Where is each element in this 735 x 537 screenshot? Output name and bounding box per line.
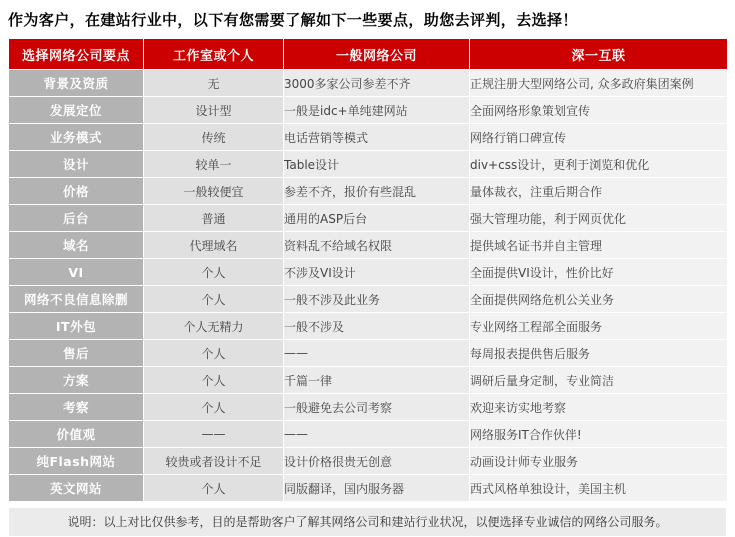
table-row (9, 394, 728, 421)
cell-general: 设计价格很贵无创意 (284, 448, 470, 475)
table-note: 说明：以上对比仅供参考，目的是帮助客户了解其网络公司和建站行业状况，以便选择专业诚信的网络公司服务。 (8, 507, 727, 537)
cell-general: 一般不涉及 (284, 313, 470, 340)
row-label: 售后 (9, 340, 144, 367)
cell-general: 一般不涉及此业务 (284, 286, 470, 313)
cell-studio: 个人 (144, 340, 284, 367)
cell-general: Table设计 (284, 151, 470, 178)
cell-general: 千篇一律 (284, 367, 470, 394)
row-label: 域名 (9, 232, 144, 259)
cell-shenyi: 欢迎来访实地考察 (470, 394, 728, 421)
cell-general: 3000多家公司参差不齐 (284, 70, 470, 97)
cell-studio: 个人 (144, 286, 284, 313)
row-label: 纯Flash网站 (9, 448, 144, 475)
cell-studio: 个人 (144, 394, 284, 421)
row-label: 背景及资质 (9, 70, 144, 97)
cell-general: —— (284, 421, 470, 448)
page-title: 作为客户，在建站行业中，以下有您需要了解如下一些要点，助您去评判，去选择！ (8, 11, 578, 29)
cell-shenyi: 每周报表提供售后服务 (470, 340, 728, 367)
cell-shenyi: 全面提供VI设计，性价比好 (470, 259, 728, 286)
cell-studio: 代理域名 (144, 232, 284, 259)
cell-studio: 个人无精力 (144, 313, 284, 340)
table-row (9, 313, 728, 340)
table-row (9, 178, 728, 205)
cell-general: 通用的ASP后台 (284, 205, 470, 232)
cell-studio: 个人 (144, 367, 284, 394)
table-row (9, 205, 728, 232)
cell-studio: —— (144, 421, 284, 448)
cell-general: 同版翻译，国内服务器 (284, 475, 470, 502)
row-label: 方案 (9, 367, 144, 394)
cell-general: 一般是idc+单纯建网站 (284, 97, 470, 124)
table-row (9, 448, 728, 475)
row-label: 英文网站 (9, 475, 144, 502)
column-header-studio: 工作室或个人 (144, 39, 284, 70)
comparison-table (8, 38, 728, 502)
row-label: 网络不良信息除删 (9, 286, 144, 313)
table-row (9, 340, 728, 367)
table-row (9, 475, 728, 502)
cell-shenyi: 量体裁衣，注重后期合作 (470, 178, 728, 205)
cell-general: 参差不齐，报价有些混乱 (284, 178, 470, 205)
cell-general: 电话营销等模式 (284, 124, 470, 151)
cell-general: 不涉及VI设计 (284, 259, 470, 286)
table-row (9, 367, 728, 394)
row-label: 后台 (9, 205, 144, 232)
row-label: 价格 (9, 178, 144, 205)
table-row (9, 70, 728, 97)
cell-studio: 个人 (144, 475, 284, 502)
row-label: 考察 (9, 394, 144, 421)
cell-shenyi: 强大管理功能，利于网页优化 (470, 205, 728, 232)
table-row (9, 124, 728, 151)
row-label: 价值观 (9, 421, 144, 448)
table-header (9, 39, 728, 70)
table-row (9, 286, 728, 313)
cell-shenyi: 网络服务IT合作伙伴! (470, 421, 728, 448)
row-label: IT外包 (9, 313, 144, 340)
cell-general: 一般避免去公司考察 (284, 394, 470, 421)
cell-studio: 一般较便宜 (144, 178, 284, 205)
column-header-general: 一般网络公司 (284, 39, 470, 70)
cell-studio: 较单一 (144, 151, 284, 178)
cell-studio: 个人 (144, 259, 284, 286)
row-label: VI (9, 259, 144, 286)
row-label: 发展定位 (9, 97, 144, 124)
column-header-shenyi: 深一互联 (470, 39, 728, 70)
cell-studio: 传统 (144, 124, 284, 151)
table-header-row (9, 39, 728, 70)
cell-shenyi: 全面网络形象策划宣传 (470, 97, 728, 124)
cell-shenyi: 动画设计师专业服务 (470, 448, 728, 475)
cell-studio: 较贵或者设计不足 (144, 448, 284, 475)
cell-studio: 普通 (144, 205, 284, 232)
table-row (9, 421, 728, 448)
table-row (9, 97, 728, 124)
table-row (9, 151, 728, 178)
table-row (9, 259, 728, 286)
cell-studio: 设计型 (144, 97, 284, 124)
table-row (9, 232, 728, 259)
column-header-criteria: 选择网络公司要点 (9, 39, 144, 70)
row-label: 设计 (9, 151, 144, 178)
cell-shenyi: 调研后量身定制，专业简洁 (470, 367, 728, 394)
cell-studio: 无 (144, 70, 284, 97)
cell-general: 资料乱不给域名权限 (284, 232, 470, 259)
row-label: 业务模式 (9, 124, 144, 151)
cell-general: —— (284, 340, 470, 367)
cell-shenyi: 网络行销口碑宣传 (470, 124, 728, 151)
cell-shenyi: 全面提供网络危机公关业务 (470, 286, 728, 313)
table-body (9, 70, 728, 502)
cell-shenyi: div+css设计，更利于浏览和优化 (470, 151, 728, 178)
cell-shenyi: 西式风格单独设计，美国主机 (470, 475, 728, 502)
cell-shenyi: 专业网络工程部全面服务 (470, 313, 728, 340)
cell-shenyi: 正规注册大型网络公司, 众多政府集团案例 (470, 70, 728, 97)
cell-shenyi: 提供域名证书并自主管理 (470, 232, 728, 259)
